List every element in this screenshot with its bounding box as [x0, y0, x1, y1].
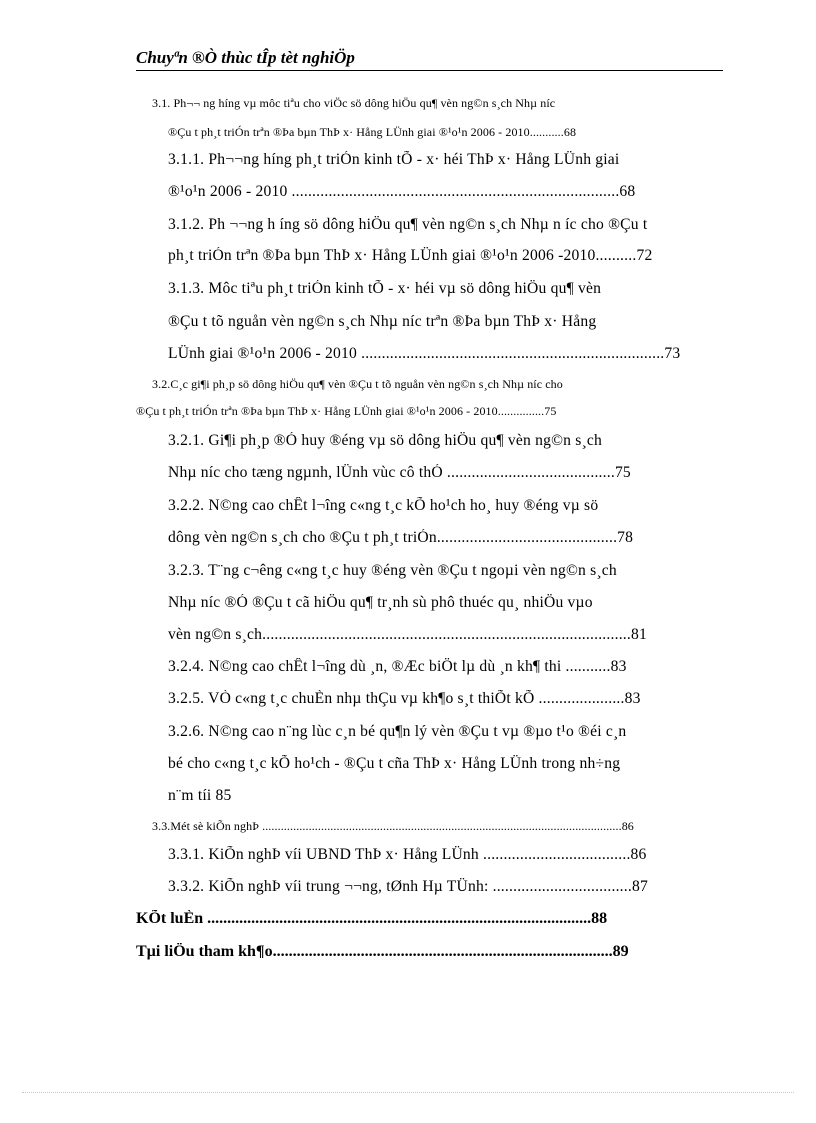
toc-3-2-line-2: ®Çu t ph¸t triÓn trªn ®Þa bµn ThÞ x· Hång LÜnh giai ®¹o¹n 2006 - 2010...............75	[136, 404, 557, 418]
toc-3-2-6-line-2: bé cho c«ng t¸c kÕ ho¹ch - ®Çu t cña ThÞ x· Hång LÜnh trong nh÷ng	[168, 755, 621, 772]
toc-3-2-1-line-1: 3.2.1. Gi¶i ph¸p ®Ó huy ®éng vµ sö dông hiÖu qu¶ vèn ng©n s¸ch	[168, 432, 603, 449]
toc-3-3-1: 3.3.1. KiÕn nghÞ víi UBND ThÞ x· Hång LÜnh ....................................86	[168, 846, 647, 863]
footer-dotted-rule	[22, 1092, 794, 1093]
toc-3-2-4: 3.2.4. N©ng cao chÊt l¬îng dù ¸n, ®Æc biÖt lµ dù ¸n kh¶ thi ...........83	[168, 658, 627, 675]
toc-3-2-6-line-3: n¨m tíi 85	[168, 787, 232, 804]
toc-3-2-2-line-1: 3.2.2. N©ng cao chÊt l¬îng c«ng t¸c kÕ ho¹ch ho¸ huy ®éng vµ sö	[168, 497, 599, 514]
toc-3-2-3-line-1: 3.2.3. T¨ng c¬êng c«ng t¸c huy ®éng vèn ®Çu t ngoµi vèn ng©n s¸ch	[168, 562, 617, 579]
toc-3-2-3-line-2: Nhµ níc ®Ó ®Çu t cã hiÖu qu¶ tr¸nh sù phô thuéc qu¸ nhiÖu vµo	[168, 594, 593, 611]
toc-3-1-1-line-1: 3.1.1. Ph¬¬ng híng ph¸t triÓn kinh tÕ - x· héi ThÞ x· Hång LÜnh giai	[168, 151, 620, 168]
toc-3-1-2-line-1: 3.1.2. Ph ¬¬ng h íng sö dông hiÖu qu¶ vèn ng©n s¸ch Nhµ n íc cho ®Çu t	[168, 216, 648, 233]
toc-3-2-6-line-1: 3.2.6. N©ng cao n¨ng lùc c¸n bé qu¶n lý vèn ®Çu t vµ ®µo t¹o ®éi c¸n	[168, 723, 627, 740]
toc-3-1-2-line-2: ph¸t triÓn trªn ®Þa bµn ThÞ x· Hång LÜnh giai ®¹o¹n 2006 -2010..........72	[168, 247, 653, 264]
toc-3-2-line-1: 3.2.C¸c gi¶i ph¸p sö dông hiÖu qu¶ vèn ®Çu t tõ nguån vèn ng©n s¸ch Nhµ níc cho	[152, 377, 563, 391]
toc-conclusion: KÕt luÈn ................................................................................................88	[136, 910, 608, 927]
toc-3-2-3-line-3: vèn ng©n s¸ch..........................................................................................81	[168, 626, 647, 643]
toc-3-1-1-line-2: ®¹o¹n 2006 - 2010 ................................................................................68	[168, 183, 636, 200]
toc-3-1-line-1: 3.1. Ph¬¬ ng híng vµ môc tiªu cho viÖc sö dông hiÖu qu¶ vèn ng©n s¸ch Nhµ níc	[152, 96, 556, 110]
header-rule	[136, 70, 723, 71]
toc-3-1-3-line-3: LÜnh giai ®¹o¹n 2006 - 2010 ..........................................................................73	[168, 345, 681, 362]
toc-references: Tµi liÖu tham kh¶o.....................................................................................89	[136, 943, 629, 960]
toc-3-2-1-line-2: Nhµ níc cho tæng ngµnh, lÜnh vùc cô thÓ .........................................75	[168, 464, 631, 481]
toc-3-1-3-line-1: 3.1.3. Môc tiªu ph¸t triÓn kinh tÕ - x· héi vµ sö dông hiÖu qu¶ vèn	[168, 280, 602, 297]
toc-3-3: 3.3.Mét sè kiÕn nghÞ ....................................................................................................................86	[152, 819, 634, 833]
page-header-title: Chuyªn ®Ò thùc tÎp tèt nghiÖp	[136, 48, 355, 67]
toc-3-2-5: 3.2.5. VÒ c«ng t¸c chuÈn nhµ thÇu vµ kh¶o s¸t thiÕt kÕ .....................83	[168, 690, 641, 707]
toc-3-2-2-line-2: dông vèn ng©n s¸ch cho ®Çu t ph¸t triÓn............................................78	[168, 529, 634, 546]
toc-3-1-line-2: ®Çu t ph¸t triÓn trªn ®Þa bµn ThÞ x· Hång LÜnh giai ®¹o¹n 2006 - 2010...........68	[168, 125, 577, 139]
toc-3-3-2: 3.3.2. KiÕn nghÞ víi trung ¬¬ng, tØnh Hµ TÜnh: ..................................87	[168, 878, 648, 895]
toc-3-1-3-line-2: ®Çu t tõ nguån vèn ng©n s¸ch Nhµ níc trªn ®Þa bµn ThÞ x· Hång	[168, 313, 597, 330]
